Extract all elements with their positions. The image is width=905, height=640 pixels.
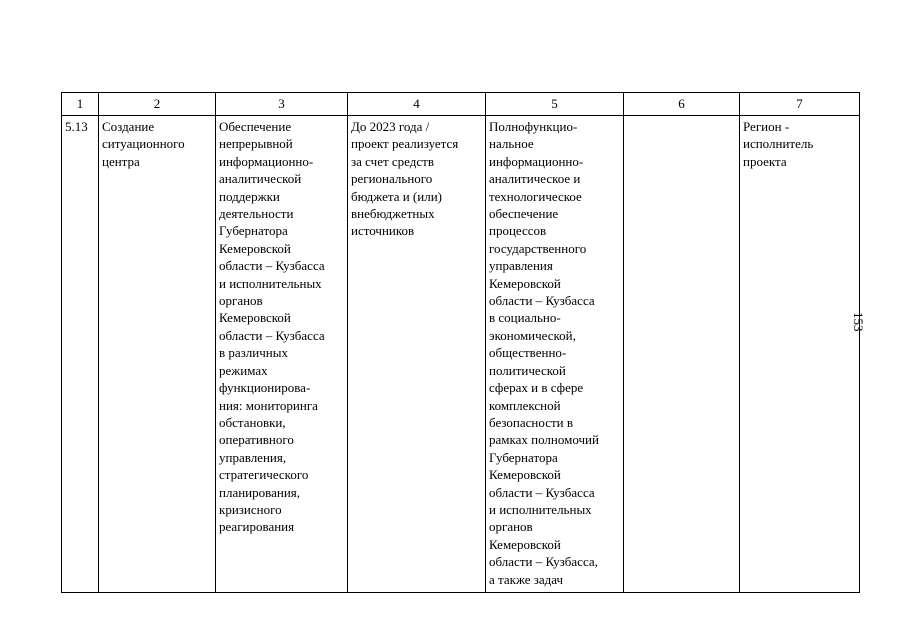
header-cell-4: 4 bbox=[348, 93, 486, 116]
header-cell-7: 7 bbox=[740, 93, 860, 116]
row-number-cell: 5.13 bbox=[62, 116, 99, 593]
header-cell-3: 3 bbox=[216, 93, 348, 116]
funding-cell: До 2023 года / проект реализуется за счет средств регионального бюджета и (или) внебюджетных источников bbox=[348, 116, 486, 593]
header-cell-1: 1 bbox=[62, 93, 99, 116]
executor-cell: Регион - исполнитель проекта bbox=[740, 116, 860, 593]
table-header-row bbox=[62, 93, 860, 116]
header-cell-6: 6 bbox=[624, 93, 740, 116]
measures-table bbox=[61, 92, 860, 593]
header-cell-2: 2 bbox=[99, 93, 216, 116]
measure-name-cell: Создание ситуационного центра bbox=[99, 116, 216, 593]
header-cell-5: 5 bbox=[486, 93, 624, 116]
empty-cell-6 bbox=[624, 116, 740, 593]
description-cell: Обеспечение непрерывной информационно- аналитической поддержки деятельности Губернатора Кемеровской области – Кузбасса и исполнительных органов Кемеровской области – Кузбасса в различных режимах функционирова- ния: мониторинга обстановки, оперативного управления, стратегического планирования, кризисного реагирования bbox=[216, 116, 348, 593]
table-row bbox=[62, 116, 860, 593]
result-cell: Полнофункцио- нальное информационно- аналитическое и технологическое обеспечение процессов государственного управления Кемеровской области – Кузбасса в социально- экономической, общественно- политической сферах и в сфере комплексной безопасности в рамках полномочий Губернатора Кемеровской области – Кузбасса и исполнительных органов Кемеровской области – Кузбасса, а также задач bbox=[486, 116, 624, 593]
page-number: 153 bbox=[851, 312, 866, 332]
